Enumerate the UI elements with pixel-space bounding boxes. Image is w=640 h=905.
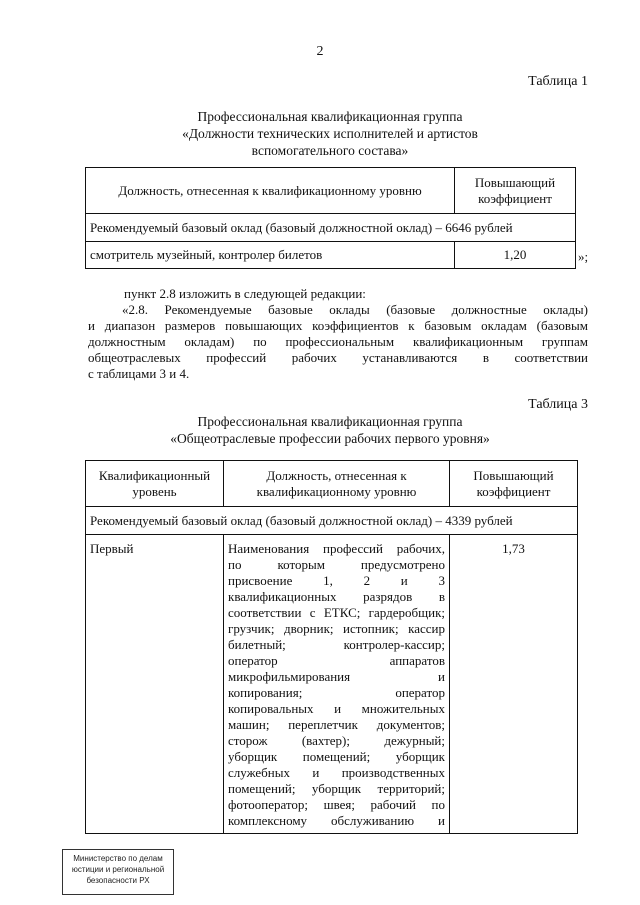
closing-quote-suffix: »; xyxy=(578,249,589,264)
profession-line: оператор аппаратов xyxy=(228,653,445,668)
profession-line: грузчик; дворник; истопник; кассир xyxy=(228,621,445,636)
table1-title-line: Профессиональная квалификационная группа xyxy=(197,109,463,124)
table3-salary-cell: Рекомендуемый базовый оклад (базовый должностной оклад) – 4339 рублей xyxy=(86,507,578,535)
table1-salary-cell: Рекомендуемый базовый оклад (базовый должностной оклад) – 6646 рублей xyxy=(86,214,576,242)
profession-line: уборщик помещений; уборщик xyxy=(228,749,445,764)
table1-row-position: смотритель музейный, контролер билетов xyxy=(86,242,455,269)
table1 xyxy=(85,167,576,269)
table3-label: Таблица 3 xyxy=(528,397,588,412)
page-number: 2 xyxy=(316,44,324,59)
profession-line: Наименования профессий рабочих, xyxy=(228,541,445,556)
table3-title xyxy=(60,413,600,447)
table3-row-level: Первый xyxy=(86,535,224,834)
table1-title xyxy=(60,108,600,159)
profession-line: присвоение 1, 2 и 3 xyxy=(228,573,445,588)
stamp-line: Министерство по делам xyxy=(73,854,163,863)
table3-title-line: «Общеотраслевые профессии рабочих первого уровня» xyxy=(170,431,490,446)
table3-title-line: Профессиональная квалификационная группа xyxy=(197,414,463,429)
amendment-line: пункт 2.8 изложить в следующей редакции: xyxy=(124,286,366,301)
table3-salary-row xyxy=(86,507,578,535)
stamp-line: юстиции и региональной xyxy=(71,865,165,874)
profession-line: соответствии с ЕТКС; гардеробщик; xyxy=(228,605,445,620)
professions-list xyxy=(228,541,445,829)
table3-header-row xyxy=(86,461,578,507)
profession-line: копировальных и множительных xyxy=(228,701,445,716)
table1-title-line: «Должности технических исполнителей и артистов xyxy=(182,126,478,141)
table1-header-position: Должность, отнесенная к квалификационному уровню xyxy=(86,168,455,214)
profession-line: по которым предусмотрено xyxy=(228,557,445,572)
profession-line: помещений; уборщик территорий; xyxy=(228,781,445,796)
table3-header-position: Должность, отнесенная к квалификационному уровню xyxy=(224,461,450,507)
profession-line: квалификационных разрядов в xyxy=(228,589,445,604)
amendment-line: должностным окладам) по профессиональным квалификационным группам xyxy=(88,334,588,349)
table1-header-coefficient: Повышающий коэффициент xyxy=(455,168,576,214)
amendment-paragraph xyxy=(88,286,588,382)
table-row xyxy=(86,535,578,834)
table3 xyxy=(85,460,578,834)
amendment-line: «2.8. Рекомендуемые базовые оклады (базовые должностные оклады) xyxy=(122,302,588,317)
profession-line: служебных и производственных xyxy=(228,765,445,780)
table1-title-line: вспомогательного состава» xyxy=(251,143,409,158)
stamp-line: безопасности РХ xyxy=(86,876,150,885)
table3-row-professions xyxy=(224,535,450,834)
profession-line: машин; переплетчик документов; xyxy=(228,717,445,732)
table1-salary-row xyxy=(86,214,576,242)
amendment-line: и диапазон размеров повышающих коэффициентов к базовым окладам (базовым xyxy=(88,318,588,333)
profession-line: билетный; контролер-кассир; xyxy=(228,637,445,652)
table3-row-coefficient: 1,73 xyxy=(450,535,578,834)
amendment-line: с таблицами 3 и 4. xyxy=(88,366,190,381)
ministry-stamp xyxy=(62,849,174,895)
table-row xyxy=(86,242,576,269)
profession-line: сторож (вахтер); дежурный; xyxy=(228,733,445,748)
table3-header-level: Квалификационный уровень xyxy=(86,461,224,507)
profession-line: фотооператор; швея; рабочий по xyxy=(228,797,445,812)
table1-label: Таблица 1 xyxy=(528,74,588,89)
table1-row-coefficient: 1,20 xyxy=(455,242,576,269)
profession-line: микрофильмирования и xyxy=(228,669,445,684)
table3-header-coefficient: Повышающий коэффициент xyxy=(450,461,578,507)
profession-line: копирования; оператор xyxy=(228,685,445,700)
table1-header-row xyxy=(86,168,576,214)
profession-line: комплексному обслуживанию и xyxy=(228,813,445,828)
amendment-line: общеотраслевых профессий рабочих устанавливаются в соответствии xyxy=(88,350,588,365)
